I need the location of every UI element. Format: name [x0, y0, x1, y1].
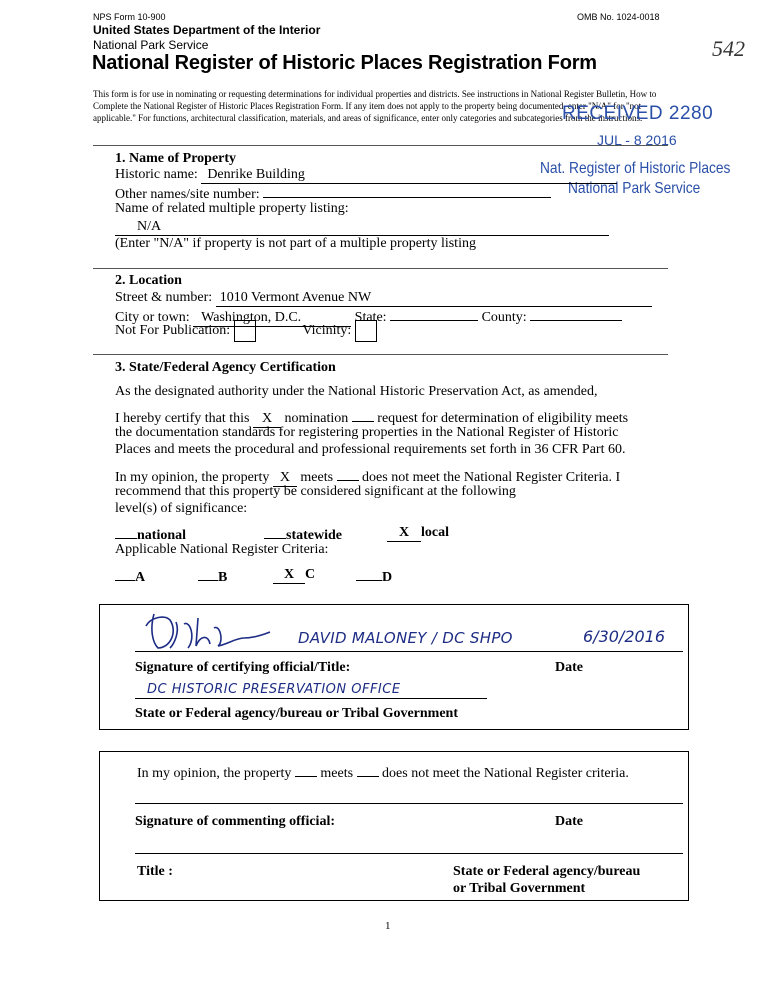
other-names-label: Other names/site number: — [115, 187, 260, 202]
related-listing-label: Name of related multiple property listing: — [115, 201, 349, 216]
stamp-line-1: Nat. Register of Historic Places — [540, 160, 731, 177]
stamp-line-2: National Park Service — [568, 180, 701, 197]
related-listing-note: (Enter "N/A" if property is not part of a multiple property listing — [115, 236, 476, 251]
commenting-date-label: Date — [555, 814, 583, 829]
section-3-heading: 3. State/Federal Agency Certification — [115, 360, 336, 375]
criteria-label: Applicable National Register Criteria: — [115, 542, 329, 557]
local-label: local — [421, 525, 449, 540]
form-title: National Register of Historic Places Registration Form — [92, 52, 597, 74]
nomination-label: nomination — [284, 411, 349, 426]
recommend-line-2: level(s) of significance: — [115, 501, 248, 516]
commenting-opinion-text: In my opinion, the property — [137, 766, 292, 781]
county-label: County: — [481, 310, 527, 325]
commenting-agency-line-2: or Tribal Government — [453, 881, 586, 896]
commenting-not-meet-label: does not meet the National Register criteria. — [382, 766, 629, 781]
signature-scribble-icon — [140, 608, 275, 654]
commenting-signature-label: Signature of commenting official: — [135, 814, 335, 829]
county-field[interactable] — [530, 306, 622, 321]
certify-line-3: Places and meets the procedural and professional requirements set forth in 36 CFR Part 60. — [115, 442, 626, 457]
authority-text: As the designated authority under the National Historic Preservation Act, as amended, — [115, 384, 598, 399]
historic-name-field[interactable]: Denrike Building — [201, 166, 617, 184]
criteria-c-mark[interactable]: X — [273, 566, 305, 584]
national-mark[interactable] — [115, 524, 137, 539]
national-label: national — [137, 528, 187, 543]
criteria-a-label: A — [135, 570, 146, 585]
state-field[interactable] — [390, 306, 478, 321]
criteria-b-label: B — [218, 570, 228, 585]
agency-name: National Park Service — [93, 38, 209, 52]
certify-text: I hereby certify that this — [115, 411, 250, 426]
street-label: Street & number: — [115, 290, 213, 305]
historic-name-label: Historic name: — [115, 167, 198, 182]
criteria-a-mark[interactable] — [115, 566, 135, 581]
meets-label: meets — [300, 470, 334, 485]
publication-checkbox[interactable] — [234, 320, 256, 342]
criteria-d-mark[interactable] — [356, 566, 382, 581]
commenting-meets-label: meets — [320, 766, 354, 781]
omb-number: OMB No. 1024-0018 — [577, 12, 660, 22]
related-listing-field[interactable]: N/A — [115, 218, 609, 236]
vicinity-label: Vicinity: — [302, 323, 352, 339]
city-label: City or town: — [115, 310, 190, 325]
handwritten-official-name: DAVID MALONEY / DC SHPO — [298, 629, 513, 647]
page-number: 1 — [385, 920, 391, 932]
meets-mark[interactable]: X — [273, 469, 297, 487]
request-mark[interactable] — [352, 407, 374, 422]
section-1-heading: 1. Name of Property — [115, 151, 237, 166]
certifying-signature-label: Signature of certifying official/Title: — [135, 660, 351, 675]
request-label: request for determination of eligibility meets — [377, 411, 629, 426]
criteria-c-label: C — [305, 567, 316, 582]
not-meet-label: does not meet the National Register Criteria. I — [362, 470, 621, 485]
intro-text: This form is for use in nominating or requesting determinations for individual properties and districts. See instructions in National Register Bulletin, How to Complete the National Register of Historic Places Registration Form. If any item does not apply to the property being documented, enter "N/A" for "not applicable." For functions, architectural classification, materials, and areas of significance, enter only categories and subcategories from the instructions. — [93, 89, 657, 123]
statewide-label: statewide — [286, 528, 342, 543]
opinion-text: In my opinion, the property — [115, 470, 270, 485]
commenting-meets-mark[interactable] — [295, 762, 317, 777]
not-meet-mark[interactable] — [337, 466, 359, 481]
publication-label: Not For Publication: — [115, 323, 231, 339]
local-mark[interactable]: X — [387, 524, 421, 542]
certifying-agency-label: State or Federal agency/bureau or Tribal Government — [135, 706, 459, 721]
statewide-mark[interactable] — [264, 524, 286, 539]
handwritten-agency: DC HISTORIC PRESERVATION OFFICE — [147, 682, 401, 697]
other-names-field[interactable] — [263, 183, 551, 198]
commenting-not-meet-mark[interactable] — [357, 762, 379, 777]
commenting-title-label: Title : — [137, 864, 173, 879]
section-2-heading: 2. Location — [115, 273, 182, 288]
recommend-line-1: recommend that this property be considered significant at the following — [115, 484, 516, 499]
vicinity-checkbox[interactable] — [355, 320, 377, 342]
handwritten-number: 542 — [712, 36, 745, 61]
nomination-mark[interactable]: X — [253, 410, 281, 428]
commenting-agency-line-1: State or Federal agency/bureau — [453, 864, 641, 879]
stamp-date: JUL - 8 2016 — [597, 132, 677, 148]
criteria-d-label: D — [382, 570, 393, 585]
criteria-b-mark[interactable] — [198, 566, 218, 581]
received-stamp: RECEIVED 2280 — [562, 103, 714, 124]
state-label: State: — [354, 310, 387, 325]
street-field[interactable]: 1010 Vermont Avenue NW — [216, 289, 652, 307]
department-name: United States Department of the Interior — [93, 23, 321, 37]
form-number: NPS Form 10-900 — [93, 12, 166, 22]
handwritten-date: 6/30/2016 — [583, 627, 666, 646]
certifying-date-label: Date — [555, 660, 583, 675]
certify-line-2: the documentation standards for registering properties in the National Register of Historic — [115, 425, 619, 440]
city-field[interactable]: Washington, D.C. — [193, 309, 351, 327]
